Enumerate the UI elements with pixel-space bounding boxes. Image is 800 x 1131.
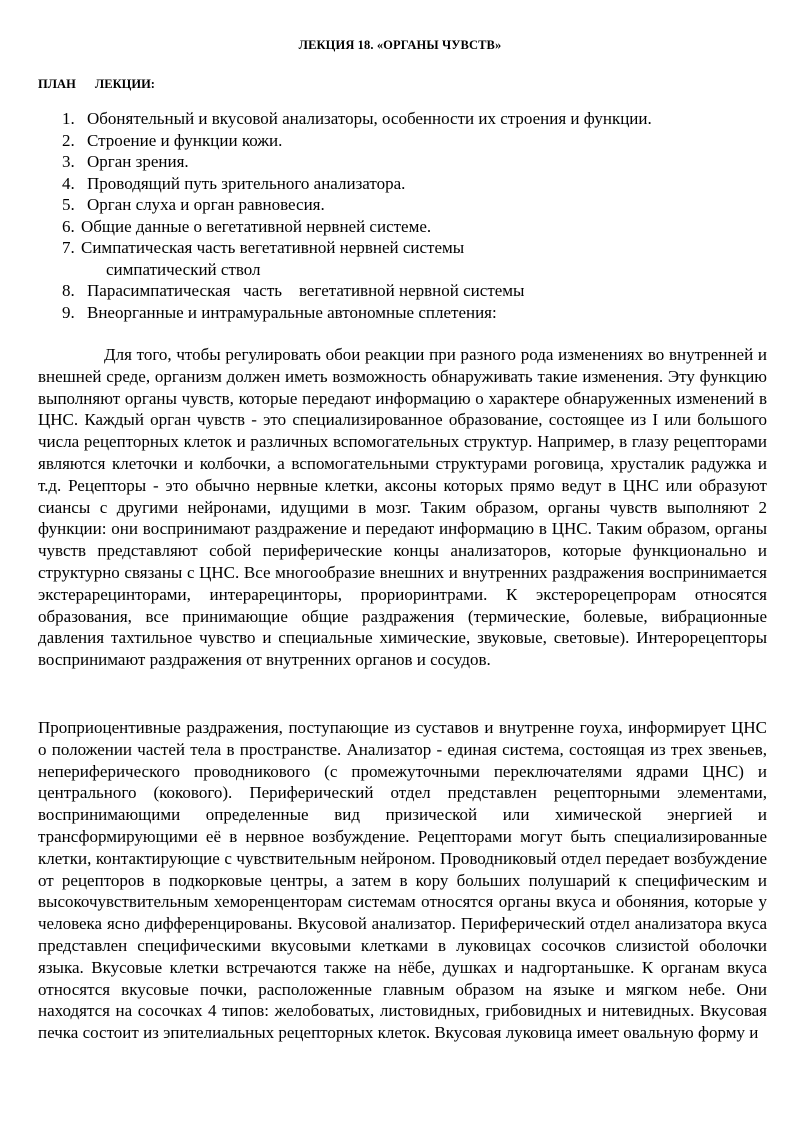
plan-item-text: Орган слуха и орган равновесия. — [87, 195, 325, 214]
plan-item — [62, 237, 464, 259]
plan-item — [62, 151, 189, 173]
plan-item — [62, 173, 405, 195]
plan-item-text: Орган зрения. — [87, 152, 189, 171]
plan-item — [62, 108, 652, 130]
plan-item-number: 5. — [62, 195, 75, 214]
plan-item-text: Обонятельный и вкусовой анализаторы, особенности их строения и функции. — [87, 109, 652, 128]
paragraph: Проприоцентивные раздражения, поступающие из суставов и внутренне гоуха, информирует ЦНС о положении частей тела в пространстве. Анализатор - единая система, состоящая из трех звеньев, непериферического проводникового (с промежуточными переключателями ядрами ЦНС) и центрального (кокового). Периферический отдел представлен рецепторными элементами, воспринимающими определенные вид призической или химической энергией и трансформирующими её в нервное возбуждение. Рецепторами могут быть специализированные клетки, контактирующие с чувствительным нейроном. Проводниковый отдел передает возбуждение от рецепторов в подкорковые центры, а затем в кору больших полушарий к специфическим и высокочувствительным хеморенценторам системам относятся органы вкуса и обоняния, которые у человека ясно дифференцированы. Вкусовой анализатор. Периферический отдел анализатора вкуса представлен специфическими вкусовыми клетками в луковицах сосочков слизистой оболочки языка. Вкусовые клетки встречаются также на нёбе, душках и надгортаньшке. К органам вкуса относятся вкусовые почки, расположенные главным образом на языке и мягком небе. Они находятся на сосочках 4 типов: желобоватых, листовидных, грибовидных и нитевидных. Вкусовая печка состоит из эпителиальных рецепторных клеток. Вкусовая луковица имеет овальную форму и — [38, 718, 767, 1043]
plan-item — [62, 302, 497, 324]
plan-item-number: 7. — [62, 238, 75, 257]
plan-item-number: 8. — [62, 281, 75, 300]
plan-item-text: Строение и функции кожи. — [87, 130, 283, 150]
plan-heading: ПЛАН ЛЕКЦИИ: — [38, 77, 155, 91]
plan-item — [62, 280, 524, 302]
plan-item-text: симпатический ствол — [106, 259, 261, 279]
plan-item — [62, 130, 282, 152]
plan-item-number: 2. — [62, 130, 75, 150]
plan-item — [62, 216, 431, 238]
plan-item-number: 3. — [62, 152, 75, 171]
plan-item — [106, 259, 261, 281]
paragraph: Для того, чтобы регулировать обои реакции при разного рода изменениях во внутренней и внешней среде, организм должен иметь возможность обнаруживать такие изменения. Эту функцию выполняют органы чувств, которые передают информацию о характере обнаруженных изменений в ЦНС. Каждый орган чувств - это специализированное образование, состоящее из I или большого числа рецепторных клеток и различных вспомогательных структур. Например, в глазу рецепторами являются клеточки и колбочки, а вспомогательными структурами роговица, хрусталик радужка и т.д. Рецепторы - это обычно нервные клетки, аксоны которых прямо ведут в ЦНС или образуют сиансы с другими нейронами, идущими в мозг. Таким образом, органы чувств выполняют 2 функции: они воспринимают раздражение и передают информацию в ЦНС. Таким образом, органы чувств представляют собой периферические концы анализаторов, которые функционально и структурно связаны с ЦНС. Все многообразие внешних и внутренних раздражения воспринимается экстерарецинторами, интерарецинторы, прориоринтрами. К экстерорецепрорам относятся образования, все принимающие общие раздражения (термические, болевые, вибрационные давления тахтильное чувство и специальные химические, звуковые, световые). Интерорецепторы воспринимают раздражения от внутренних органов и сосудов. — [38, 345, 767, 670]
plan-item-number: 9. — [62, 302, 75, 322]
plan-item-number: 4. — [62, 173, 75, 193]
plan-item-text: Симпатическая часть вегетативной нервней системы — [81, 238, 465, 257]
plan-item-text: Внеорганные и интрамуральные автономные сплетения: — [87, 302, 497, 322]
plan-item-text: Парасимпатическая часть вегетативной нервной системы — [87, 281, 525, 300]
plan-item — [62, 194, 325, 216]
lecture-title: ЛЕКЦИЯ 18. «ОРГАНЫ ЧУВСТВ» — [298, 38, 502, 52]
plan-item-number: 1. — [62, 109, 75, 128]
plan-item-text: Проводящий путь зрительного анализатора. — [87, 173, 406, 193]
plan-item-text: Общие данные о вегетативной нервней системе. — [81, 216, 432, 236]
plan-item-number: 6. — [62, 216, 75, 236]
